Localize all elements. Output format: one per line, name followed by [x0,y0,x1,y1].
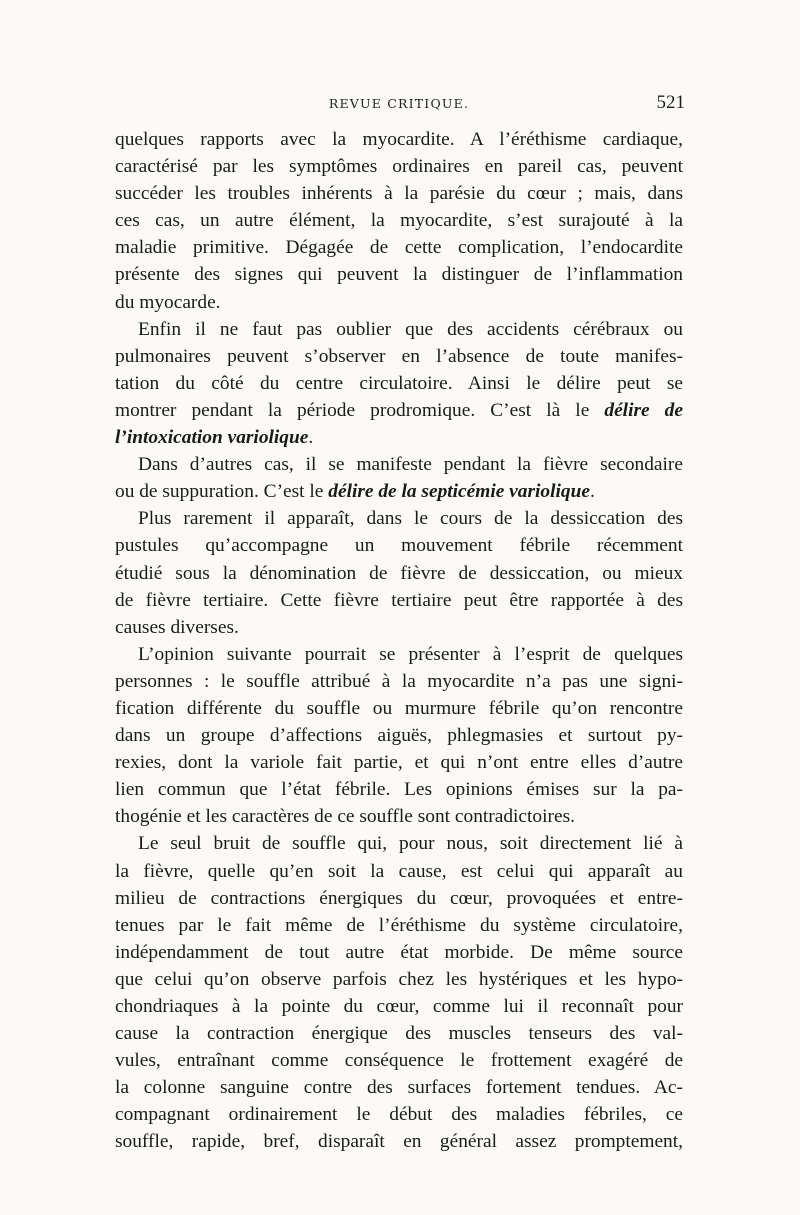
running-head: REVUE CRITIQUE. [328,96,470,111]
text-line [115,587,683,614]
text-line [115,614,683,641]
text-run: montrer pendant la période prodromique. C’est là le [115,399,605,421]
text-line [115,803,683,830]
text-run: . [589,481,595,503]
text-line [115,776,683,803]
text-run: milieu de contractions énergiques du cœur, provoquées et entre- [115,887,683,909]
text-line [115,370,683,397]
text-run: chondriaques à la pointe du cœur, comme lui il reconnaît pour [115,996,683,1017]
text-run: maladie primitive. Dégagée de cette complication, l’endocardite [115,237,683,259]
italic-term: délire de la septicémie variolique [328,481,590,503]
text-line [115,505,683,532]
text-run: L’opinion suivante pourrait se présenter à l’esprit de quelques [138,643,683,665]
text-line [115,695,683,722]
text-line [115,939,683,966]
text-line [115,1047,683,1074]
text-run: la fièvre, quelle qu’en soit la cause, est celui qui apparaît au [115,860,683,882]
text-line [115,1101,683,1128]
text-run: Dans d’autres cas, il se manifeste pendant la fièvre secondaire [138,454,683,476]
text-line [115,668,683,695]
text-line [115,424,683,451]
text-line [115,343,683,370]
text-run: quelques rapports avec la myocardite. A l’éréthisme cardiaque, [115,129,683,150]
text-run: étudié sous la dénomination de fièvre de dessiccation, ou mieux [115,562,683,584]
text-run: la colonne sanguine contre des surfaces fortement tendues. Ac- [115,1077,683,1099]
text-run: souffle, rapide, bref, disparaît en général assez promptement, [115,1131,683,1153]
page-number: 521 [656,92,685,113]
text-run: ou de suppuration. C’est le [115,481,329,503]
text-run: cause la contraction énergique des muscles tenseurs des val- [115,1023,683,1045]
text-run: fication différente du souffle ou murmure fébrile qu’on rencontre [115,697,683,719]
text-run: personnes : le souffle attribué à la myocardite n’a pas une signi- [115,670,683,692]
text-line [115,316,683,343]
text-line [115,532,683,559]
text-run: présente des signes qui peuvent la distinguer de l’inflammation [115,264,683,286]
text-line [115,153,683,180]
body-text [115,126,683,1156]
text-line [115,1074,683,1101]
text-line [115,234,683,261]
italic-term: délire de [604,399,683,421]
text-run: du myocarde. [115,291,221,313]
text-run: caractérisé par les symptômes ordinaires en pareil cas, peuvent [115,156,683,178]
text-run: vules, entraînant comme conséquence le frottement exagéré de [115,1050,683,1072]
text-line [115,126,683,153]
text-line [115,912,683,939]
text-line [115,830,683,857]
text-line [115,885,683,912]
text-run: Plus rarement il apparaît, dans le cours de la dessiccation des [138,508,683,530]
text-line [115,722,683,749]
text-run: rexies, dont la variole fait partie, et qui n’ont entre elles d’autre [115,752,683,774]
text-line [115,966,683,993]
text-run: lien commun que l’état fébrile. Les opinions émises sur la pa- [115,779,683,801]
text-run: que celui qu’on observe parfois chez les hystériques et les hypo- [115,968,683,990]
text-line [115,641,683,668]
text-line [115,749,683,776]
text-run: tation du côté du centre circulatoire. Ainsi le délire peut se [115,372,683,394]
text-line [115,289,683,316]
text-run: ces cas, un autre élément, la myocardite, s’est surajouté à la [115,210,683,232]
text-run: pustules qu’accompagne un mouvement fébrile récemment [115,535,683,557]
page-header [115,92,685,122]
italic-term: l’intoxication variolique [115,427,309,449]
text-run: Enfin il ne faut pas oublier que des accidents cérébraux ou [138,318,683,340]
text-line [115,993,683,1020]
text-run: dans un groupe d’affections aiguës, phlegmasies et surtout py- [115,725,683,747]
text-line [115,451,683,478]
text-run: succéder les troubles inhérents à la parésie du cœur ; mais, dans [115,183,683,205]
text-line [115,261,683,288]
text-line [115,478,683,505]
text-run: pulmonaires peuvent s’observer en l’absence de toute manifes- [115,345,683,367]
text-run: indépendamment de tout autre état morbide. De même source [115,941,683,963]
text-run: Le seul bruit de souffle qui, pour nous, soit directement lié à [138,833,683,855]
text-line [115,207,683,234]
text-line [115,397,683,424]
text-line [115,1020,683,1047]
text-line [115,560,683,587]
text-run: compagnant ordinairement le début des maladies fébriles, ce [115,1104,683,1126]
text-run: de fièvre tertiaire. Cette fièvre tertiaire peut être rapportée à des [115,589,683,611]
text-run: . [308,427,314,449]
text-line [115,1128,683,1155]
text-run: tenues par le fait même de l’éréthisme du système circulatoire, [115,914,683,936]
text-line [115,858,683,885]
text-run: thogénie et les caractères de ce souffle sont contradictoires. [115,806,575,828]
text-line [115,180,683,207]
text-run: causes diverses. [115,616,239,638]
